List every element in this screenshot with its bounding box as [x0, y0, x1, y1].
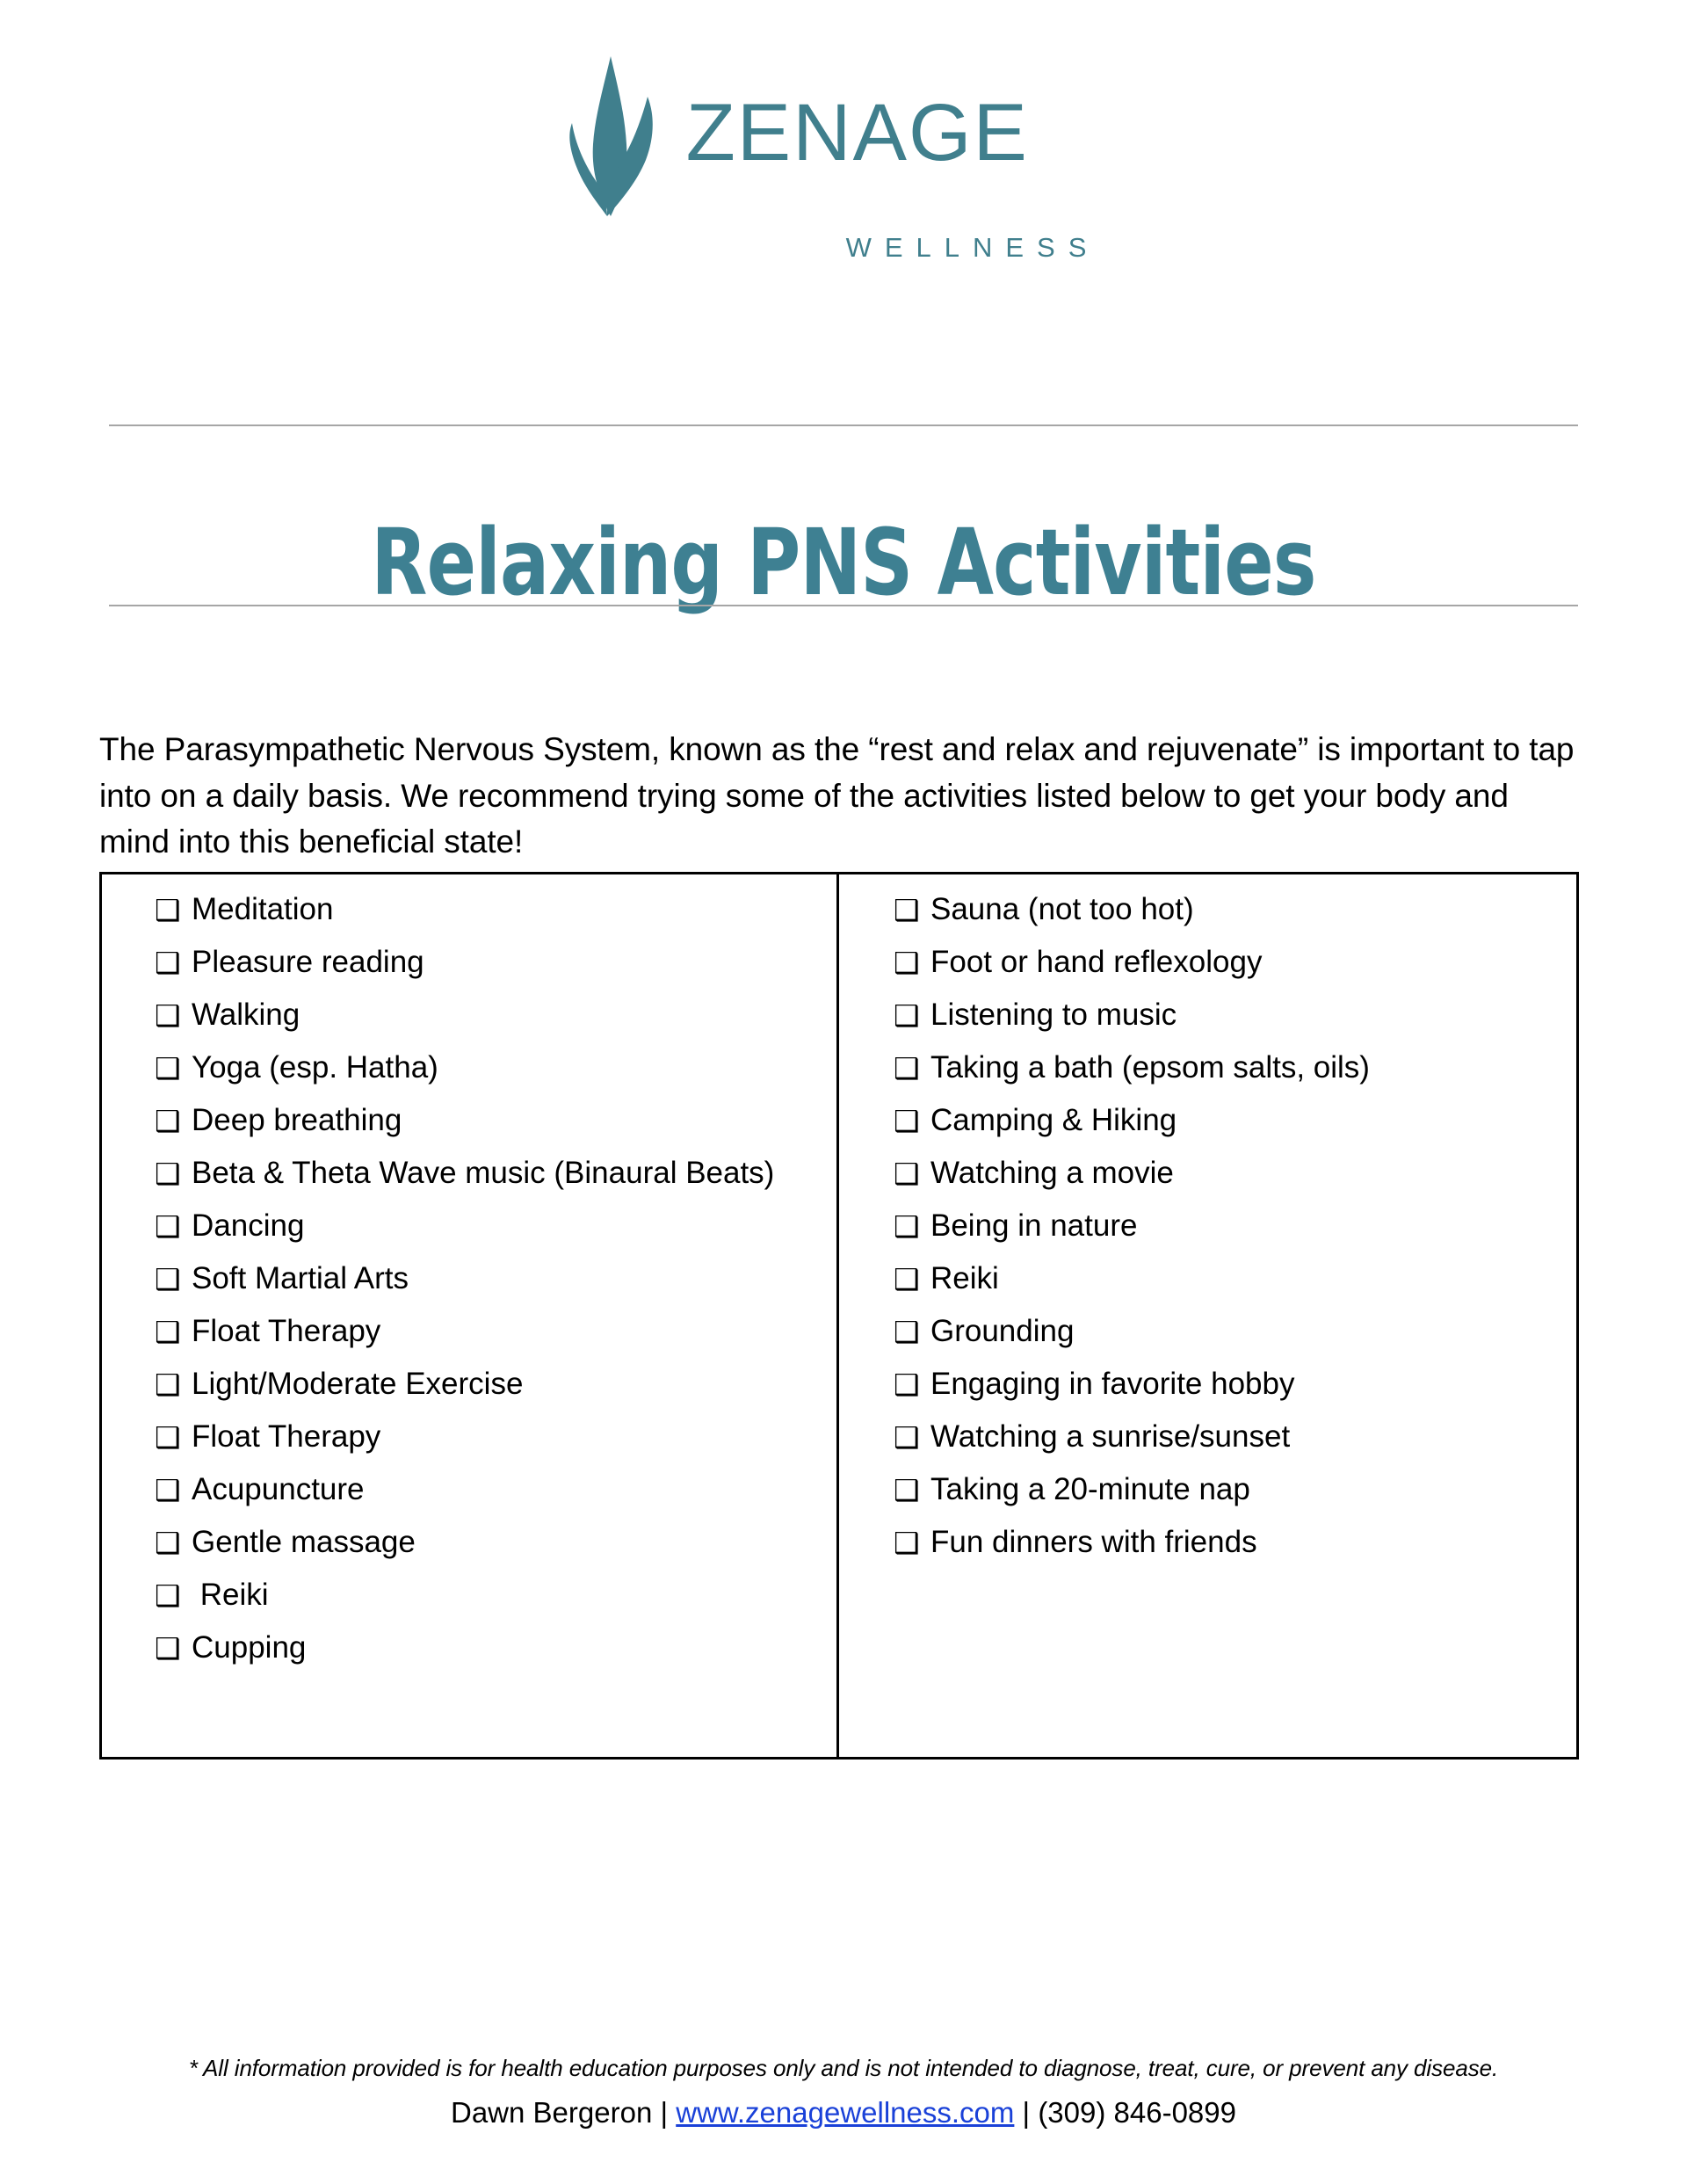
checklist-left-column	[102, 874, 839, 1757]
checkbox-icon[interactable]: ❑	[894, 1105, 920, 1137]
checkbox-icon[interactable]: ❑	[894, 999, 920, 1032]
checklist-item-label: Float Therapy	[192, 1314, 381, 1348]
checklist-item-label: Walking	[192, 998, 300, 1032]
checkbox-icon[interactable]: ❑	[155, 999, 181, 1032]
checkbox-icon[interactable]: ❑	[155, 1421, 181, 1454]
checklist-item-label: Taking a 20-minute nap	[930, 1472, 1250, 1506]
checklist-item-label: Camping & Hiking	[930, 1103, 1177, 1137]
activities-checklist	[99, 872, 1579, 1760]
checkbox-icon[interactable]: ❑	[894, 1210, 920, 1243]
checkbox-icon[interactable]: ❑	[155, 947, 181, 979]
checklist-item[interactable]	[155, 1421, 836, 1474]
checklist-item-label: Light/Moderate Exercise	[192, 1367, 524, 1401]
checklist-item[interactable]	[894, 1474, 1576, 1527]
checklist-right-column	[839, 874, 1576, 1757]
checklist-item[interactable]	[894, 1368, 1576, 1421]
footer-contact	[0, 2096, 1687, 2130]
checkbox-icon[interactable]: ❑	[155, 1052, 181, 1085]
checklist-item[interactable]	[155, 999, 836, 1052]
checklist-item-label: Foot or hand reflexology	[930, 945, 1263, 979]
checklist-item-label: Grounding	[930, 1314, 1075, 1348]
checklist-item[interactable]	[155, 1474, 836, 1527]
checklist-item-label: Acupuncture	[192, 1472, 365, 1506]
checklist-item-label: Reiki	[192, 1578, 269, 1612]
checkbox-icon[interactable]: ❑	[894, 1263, 920, 1295]
checklist-item-label: Meditation	[192, 892, 334, 926]
checklist-item-label: Sauna (not too hot)	[930, 892, 1194, 926]
checkbox-icon[interactable]: ❑	[894, 1474, 920, 1506]
checkbox-icon[interactable]: ❑	[894, 1157, 920, 1190]
checklist-item[interactable]	[155, 1632, 836, 1685]
checklist-item-label: Gentle massage	[192, 1525, 416, 1559]
checklist-item-label: Yoga (esp. Hatha)	[192, 1050, 438, 1085]
checklist-item[interactable]	[155, 1579, 836, 1632]
footer-disclaimer: * All information provided is for health education purposes only and is not intended to diagnose, treat, cure, or prevent any disease.	[188, 2055, 1499, 2081]
checkbox-icon[interactable]: ❑	[894, 947, 920, 979]
checkbox-icon[interactable]: ❑	[894, 1527, 920, 1559]
checklist-item-label: Soft Martial Arts	[192, 1261, 409, 1295]
brand-logo	[0, 53, 1687, 264]
footer-contact-name: Dawn Bergeron	[451, 2096, 653, 2129]
checklist-item[interactable]	[155, 1368, 836, 1421]
checkbox-icon[interactable]: ❑	[155, 1632, 181, 1665]
checkbox-icon[interactable]: ❑	[155, 1105, 181, 1137]
checklist-item-label: Engaging in favorite hobby	[930, 1367, 1295, 1401]
checkbox-icon[interactable]: ❑	[155, 1316, 181, 1348]
checkbox-icon[interactable]: ❑	[155, 1368, 181, 1401]
checklist-item-label: Watching a movie	[930, 1156, 1174, 1190]
checkbox-icon[interactable]: ❑	[894, 1316, 920, 1348]
brand-logo-inner	[556, 53, 1100, 264]
checklist-item[interactable]	[155, 947, 836, 999]
checklist-item[interactable]	[894, 1052, 1576, 1105]
checkbox-icon[interactable]: ❑	[155, 1527, 181, 1559]
checklist-item[interactable]	[155, 1316, 836, 1368]
footer-phone: (309) 846-0899	[1038, 2096, 1236, 2129]
checkbox-icon[interactable]: ❑	[155, 1474, 181, 1506]
brand-tagline: WELLNESS	[845, 232, 1100, 263]
checklist-item-label: Listening to music	[930, 998, 1177, 1032]
checklist-item-label: Pleasure reading	[192, 945, 424, 979]
checkbox-icon[interactable]: ❑	[894, 1421, 920, 1454]
checkbox-icon[interactable]: ❑	[155, 1210, 181, 1243]
brand-logo-row	[556, 53, 1029, 220]
checklist-item[interactable]	[155, 1527, 836, 1579]
intro-paragraph: The Parasympathetic Nervous System, known as the “rest and relax and rejuvenate” is important to tap into on a daily basis. We recommend trying some of the activities listed below to get your body and mind into this beneficial state!	[99, 731, 1575, 860]
checklist-item-label: Reiki	[930, 1261, 999, 1295]
checklist-item[interactable]	[894, 1527, 1576, 1579]
footer-separator-1: |	[652, 2096, 677, 2129]
title-divider-top	[109, 424, 1578, 426]
checklist-item[interactable]	[894, 1421, 1576, 1474]
checklist-item[interactable]	[155, 894, 836, 947]
checklist-item[interactable]	[894, 1210, 1576, 1263]
checkbox-icon[interactable]: ❑	[155, 1263, 181, 1295]
footer-separator-2: |	[1014, 2096, 1039, 2129]
checkbox-icon[interactable]: ❑	[155, 1579, 181, 1612]
brand-wordmark: ZENAGE	[685, 88, 1029, 178]
checklist-item[interactable]	[894, 1263, 1576, 1316]
checkbox-icon[interactable]: ❑	[155, 894, 181, 926]
checklist-item[interactable]	[894, 947, 1576, 999]
checklist-item[interactable]	[155, 1263, 836, 1316]
checklist-item-label: Deep breathing	[192, 1103, 402, 1137]
checkbox-icon[interactable]: ❑	[894, 894, 920, 926]
checklist-item[interactable]	[155, 1105, 836, 1157]
checklist-item[interactable]	[155, 1052, 836, 1105]
checklist-item[interactable]	[155, 1210, 836, 1263]
checklist-item[interactable]	[894, 999, 1576, 1052]
checklist-item-label: Beta & Theta Wave music (Binaural Beats)	[192, 1156, 775, 1190]
checklist-item-label: Being in nature	[930, 1208, 1138, 1243]
checklist-item[interactable]	[155, 1157, 836, 1210]
checkbox-icon[interactable]: ❑	[155, 1157, 181, 1190]
footer-website-link[interactable]: www.zenagewellness.com	[676, 2096, 1015, 2129]
checklist-item[interactable]	[894, 1105, 1576, 1157]
leaf-flame-icon	[556, 53, 670, 220]
checklist-item-label: Taking a bath (epsom salts, oils)	[930, 1050, 1370, 1085]
checklist-item[interactable]	[894, 894, 1576, 947]
checklist-item-label: Cupping	[192, 1630, 307, 1665]
checklist-item[interactable]	[894, 1316, 1576, 1368]
checklist-item[interactable]	[894, 1157, 1576, 1210]
checkbox-icon[interactable]: ❑	[894, 1052, 920, 1085]
checklist-item-label: Dancing	[192, 1208, 305, 1243]
checklist-item-label: Float Therapy	[192, 1419, 381, 1454]
checklist-item-label: Fun dinners with friends	[930, 1525, 1257, 1559]
checklist-item-label: Watching a sunrise/sunset	[930, 1419, 1291, 1454]
checkbox-icon[interactable]: ❑	[894, 1368, 920, 1401]
page-title: Relaxing PNS Activities	[371, 508, 1316, 616]
title-divider-bottom	[109, 605, 1578, 606]
